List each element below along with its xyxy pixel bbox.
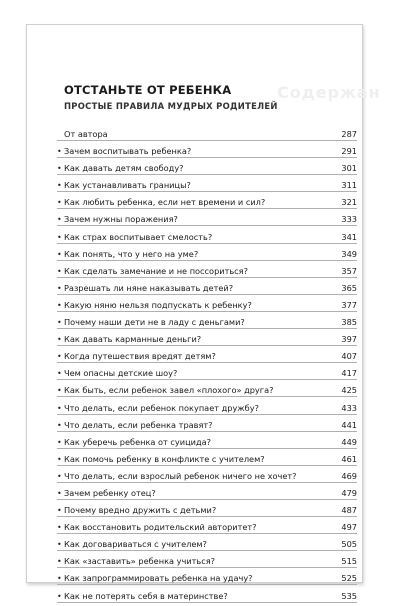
- toc-entry-title: От автора: [64, 129, 108, 139]
- toc-entry-title: Почему наши дети не в ладу с деньгами?: [64, 317, 245, 328]
- toc-entry-title: Как понять, что у него на уме?: [64, 248, 199, 259]
- bullet-icon: •: [57, 283, 62, 293]
- toc-entry-page-number: 407: [341, 351, 357, 362]
- toc-entry-page-number: 497: [341, 522, 357, 533]
- toc-entry: [57, 418, 357, 432]
- book-subtitle: ПРОСТЫЕ ПРАВИЛА МУДРЫХ РОДИТЕЛЕЙ: [64, 101, 278, 111]
- toc-entry: [57, 298, 357, 312]
- toc-entry-title: Как уберечь ребенка от суицида?: [64, 436, 212, 447]
- contents-watermark: Содержан: [277, 83, 381, 102]
- bullet-icon: •: [57, 335, 62, 345]
- toc-entry-page-number: 397: [341, 334, 357, 345]
- toc-entry-page-number: 291: [341, 146, 357, 157]
- toc-entry: [57, 554, 357, 568]
- toc-entry: [57, 247, 357, 261]
- toc-entry-title: Что делать, если ребенка травят?: [64, 419, 213, 430]
- toc-entry: [57, 366, 357, 380]
- bullet-icon: •: [57, 403, 62, 413]
- book-page: [26, 24, 381, 601]
- toc-entry-title: Зачем воспитывать ребенка?: [64, 146, 192, 157]
- toc-entry-page-number: 487: [341, 505, 357, 516]
- bullet-icon: •: [57, 506, 62, 516]
- bullet-icon: •: [57, 523, 62, 533]
- toc-entry: [57, 589, 357, 603]
- bullet-icon: •: [57, 591, 62, 601]
- toc-entry-page-number: 479: [341, 487, 357, 498]
- toc-entry: [57, 349, 357, 363]
- toc-entry-title: Как запрограммировать ребенка на удачу?: [64, 573, 253, 584]
- toc-entry-page-number: 417: [341, 368, 357, 379]
- toc-entry: [57, 571, 357, 585]
- toc-entry: [57, 401, 357, 415]
- toc-entry-page-number: 301: [341, 163, 357, 174]
- toc-entry-title: Зачем нужны поражения?: [64, 214, 178, 225]
- bullet-icon: •: [57, 471, 62, 481]
- toc-entry: [57, 264, 357, 278]
- toc-entry-title: Как «заставить» ребенка учиться?: [64, 556, 216, 567]
- bullet-icon: •: [57, 300, 62, 310]
- toc-entry-page-number: 505: [341, 539, 357, 550]
- toc-entry: [57, 332, 357, 346]
- toc-entry-page-number: 525: [341, 573, 357, 584]
- toc-entry-title: Как не потерять себя в материнстве?: [64, 590, 228, 601]
- toc-entry-page-number: 449: [341, 436, 357, 447]
- bullet-icon: •: [57, 369, 62, 379]
- toc-entry-title: Какую няню нельзя подпускать к ребенку?: [64, 299, 252, 310]
- toc-entry: [57, 486, 357, 500]
- toc-entry-title: Разрешать ли няне наказывать детей?: [64, 282, 234, 293]
- toc-entry: [57, 161, 357, 175]
- toc-entry-title: Как давать детям свободу?: [64, 163, 184, 174]
- toc-entry-title: Как восстановить родительский авторитет?: [64, 522, 257, 533]
- toc-entry-title: Как любить ребенка, если нет времени и сил?: [64, 197, 266, 208]
- toc-entry-page-number: 385: [341, 317, 357, 328]
- toc-entry-title: Что делать, если взрослый ребенок ничего не хочет?: [64, 470, 297, 481]
- toc-entry: [57, 178, 357, 192]
- bullet-icon: •: [57, 352, 62, 362]
- toc-entry: [57, 195, 357, 209]
- bullet-icon: •: [57, 181, 62, 191]
- toc-entry: [57, 127, 357, 141]
- toc-entry-title: Как помочь ребенку в конфликте с учителем?: [64, 453, 265, 464]
- bullet-icon: •: [57, 540, 62, 550]
- toc-entry: [57, 315, 357, 329]
- toc-entry-page-number: 349: [341, 248, 357, 259]
- bullet-icon: •: [57, 266, 62, 276]
- toc-entry: [57, 503, 357, 517]
- bullet-icon: •: [57, 454, 62, 464]
- bullet-icon: •: [57, 215, 62, 225]
- bullet-icon: •: [57, 198, 62, 208]
- toc-entry-title: Как устанавливать границы?: [64, 180, 191, 191]
- toc-entry-title: Зачем ребенку отец?: [64, 487, 156, 498]
- bullet-icon: •: [57, 437, 62, 447]
- toc-entry: [57, 383, 357, 397]
- toc-entry: [57, 469, 357, 483]
- toc-entry: [57, 452, 357, 466]
- bullet-icon: •: [57, 574, 62, 584]
- bullet-icon: •: [57, 232, 62, 242]
- bullet-icon: •: [57, 318, 62, 328]
- toc-entry-page-number: 441: [341, 419, 357, 430]
- toc-entry: [57, 230, 357, 244]
- toc-entry-title: Как страх воспитывает смелость?: [64, 231, 213, 242]
- book-title: ОТСТАНЬТЕ ОТ РЕБЕНКА: [64, 83, 232, 97]
- toc-entry-title: Когда путешествия вредят детям?: [64, 351, 216, 362]
- toc-entry: [57, 144, 357, 158]
- bullet-icon: •: [57, 147, 62, 157]
- toc-entry-page-number: 365: [341, 282, 357, 293]
- toc-entry-page-number: 425: [341, 385, 357, 396]
- bullet-icon: •: [57, 164, 62, 174]
- table-of-contents: [57, 127, 357, 606]
- toc-entry-page-number: 333: [341, 214, 357, 225]
- toc-entry-page-number: 287: [341, 129, 357, 139]
- toc-entry-title: Почему вредно дружить с детьми?: [64, 505, 217, 516]
- toc-entry-page-number: 311: [341, 180, 357, 191]
- toc-entry-title: Как договариваться с учителем?: [64, 539, 207, 550]
- bullet-icon: •: [57, 386, 62, 396]
- toc-entry-page-number: 321: [341, 197, 357, 208]
- toc-entry-page-number: 469: [341, 470, 357, 481]
- bullet-icon: •: [57, 488, 62, 498]
- toc-entry-page-number: 515: [341, 556, 357, 567]
- toc-entry-page-number: 433: [341, 402, 357, 413]
- toc-entry-title: Чем опасны детские шоу?: [64, 368, 178, 379]
- bullet-icon: •: [57, 249, 62, 259]
- toc-entry-title: Как давать карманные деньги?: [64, 334, 202, 345]
- toc-entry-page-number: 357: [341, 265, 357, 276]
- toc-entry-title: Как быть, если ребенок завел «плохого» друга?: [64, 385, 274, 396]
- toc-entry: [57, 212, 357, 226]
- toc-entry-page-number: 461: [341, 453, 357, 464]
- toc-entry-title: Что делать, если ребенок покупает дружбу?: [64, 402, 259, 413]
- toc-entry: [57, 520, 357, 534]
- toc-entry: [57, 281, 357, 295]
- toc-entry: [57, 435, 357, 449]
- toc-entry: [57, 537, 357, 551]
- toc-entry-page-number: 535: [341, 590, 357, 601]
- bullet-icon: •: [57, 420, 62, 430]
- toc-entry-page-number: 377: [341, 299, 357, 310]
- toc-entry-title: Как сделать замечание и не поссориться?: [64, 265, 248, 276]
- bullet-icon: •: [57, 557, 62, 567]
- toc-entry-page-number: 341: [341, 231, 357, 242]
